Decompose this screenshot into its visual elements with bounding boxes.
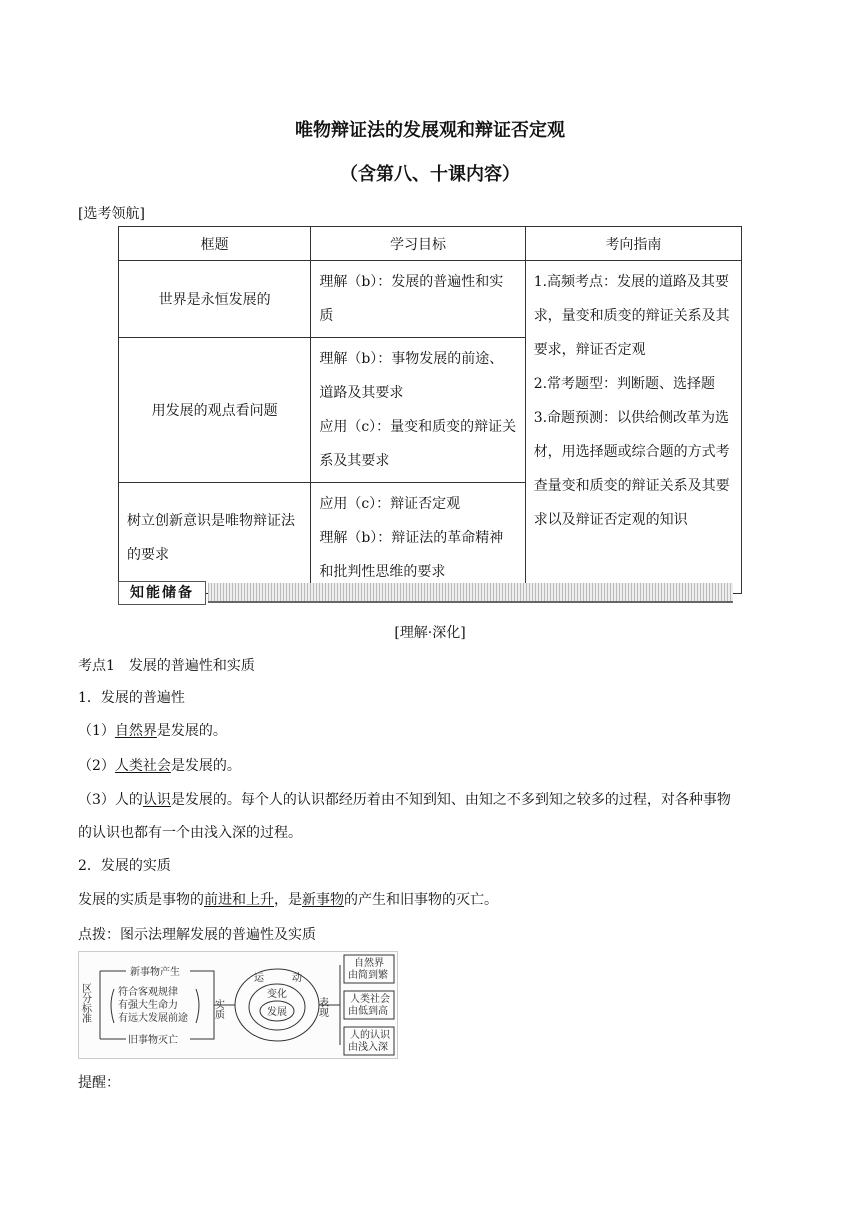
- paragraph: 发展的实质是事物的前进和上升，是新事物的产生和旧事物的灭亡。: [78, 892, 498, 908]
- criteria-2: 有强大生命力: [118, 1000, 178, 1011]
- guide-label: [选考领航]: [78, 206, 145, 222]
- guide-item: 1.高频考点：发展的道路及其要求，量变和质变的辩证关系及其要求，辩证否定观: [533, 274, 730, 358]
- kaodian-heading: 考点1 发展的普遍性和实质: [78, 658, 255, 674]
- header-topic: 框题: [119, 227, 311, 261]
- table-row: [119, 261, 742, 338]
- heading-1: 1．发展的普遍性: [78, 690, 185, 706]
- heading-2: 2．发展的实质: [78, 858, 171, 874]
- row-goals: [311, 338, 524, 482]
- underlined-term: 人类社会: [114, 758, 171, 774]
- underlined-term: 新事物: [302, 892, 344, 908]
- page-title: 唯物辩证法的发展观和辩证否定观: [295, 120, 565, 141]
- right-2-b: 由低到高: [348, 1006, 388, 1017]
- table-header-row: [119, 227, 742, 261]
- circle-inner: 发展: [267, 1007, 287, 1018]
- underlined-term: 前进和上升: [204, 892, 274, 908]
- row-goals: [311, 483, 524, 593]
- guide-item: 3.命题预测：以供给侧改革为选材，用选择题或综合题的方式考查量变和质变的辩证关系及其要求以及辩证否定观的知识: [533, 410, 730, 528]
- row-topic: 树立创新意识是唯物辩证法的要求: [127, 513, 295, 563]
- left-label-1: 区分标准: [79, 983, 91, 1023]
- development-diagram: [78, 951, 398, 1059]
- banner-decoration: [208, 583, 733, 603]
- row-goal: 理解（b）：事物发展的前途、道路及其要求: [319, 351, 504, 401]
- row-goal: 理解（b）：发展的普遍性和实质: [319, 274, 504, 324]
- tip: 点拨：图示法理解发展的普遍性及实质: [78, 927, 316, 943]
- paragraph: （2）人类社会是发展的。: [78, 758, 241, 774]
- right-2-a: 人类社会: [350, 994, 390, 1005]
- section-label: [理解·深化]: [394, 625, 466, 641]
- paragraph: （1）自然界是发展的。: [78, 723, 227, 739]
- reminder: 提醒：: [78, 1075, 120, 1091]
- row-goal: 理解（b）：辩证法的革命精神和批判性思维的要求: [319, 530, 504, 580]
- section-banner: [118, 579, 733, 605]
- banner-label: 知能储备: [118, 581, 206, 605]
- row-goal: 应用（c）：量变和质变的辩证关系及其要求: [319, 419, 517, 469]
- expression-label: 表现: [316, 997, 328, 1017]
- circle-mid: 变化: [267, 989, 287, 1000]
- underlined-term: 自然界: [114, 723, 157, 739]
- criteria-3: 有远大发展前途: [118, 1013, 188, 1024]
- right-1-b: 由简到繁: [348, 970, 388, 981]
- circle-outer-2: 动: [292, 973, 302, 984]
- essence-label: 实质: [212, 999, 224, 1019]
- circle-outer-1: 运: [254, 973, 264, 984]
- paragraph-cont: 的认识也都有一个由浅入深的过程。: [78, 825, 302, 841]
- paragraph: （3）人的认识是发展的。每个人的认识都经历着由不知到知、由知之不多到知之较多的过程，对各种事物: [78, 792, 731, 808]
- row-topic: 世界是永恒发展的: [119, 261, 311, 338]
- guide-item: 2.常考题型：判断题、选择题: [533, 376, 716, 392]
- underlined-term: 认识: [142, 792, 171, 808]
- page-subtitle: （含第八、十课内容）: [340, 164, 520, 185]
- right-3-b: 由浅入深: [348, 1042, 388, 1053]
- criteria-1: 符合客观规律: [118, 987, 178, 998]
- header-goals: 学习目标: [311, 227, 525, 261]
- right-3-a: 人的认识: [350, 1030, 390, 1041]
- right-1-a: 自然界: [354, 958, 384, 969]
- diagram-top: 新事物产生: [130, 967, 180, 978]
- guide-table: [118, 226, 742, 594]
- header-guide: 考向指南: [525, 227, 741, 261]
- row-goal: 应用（c）：辩证否定观: [319, 496, 461, 512]
- diagram-bottom: 旧事物灭亡: [128, 1035, 178, 1046]
- row-topic: 用发展的观点看问题: [119, 338, 311, 483]
- guide-cell: [526, 261, 741, 541]
